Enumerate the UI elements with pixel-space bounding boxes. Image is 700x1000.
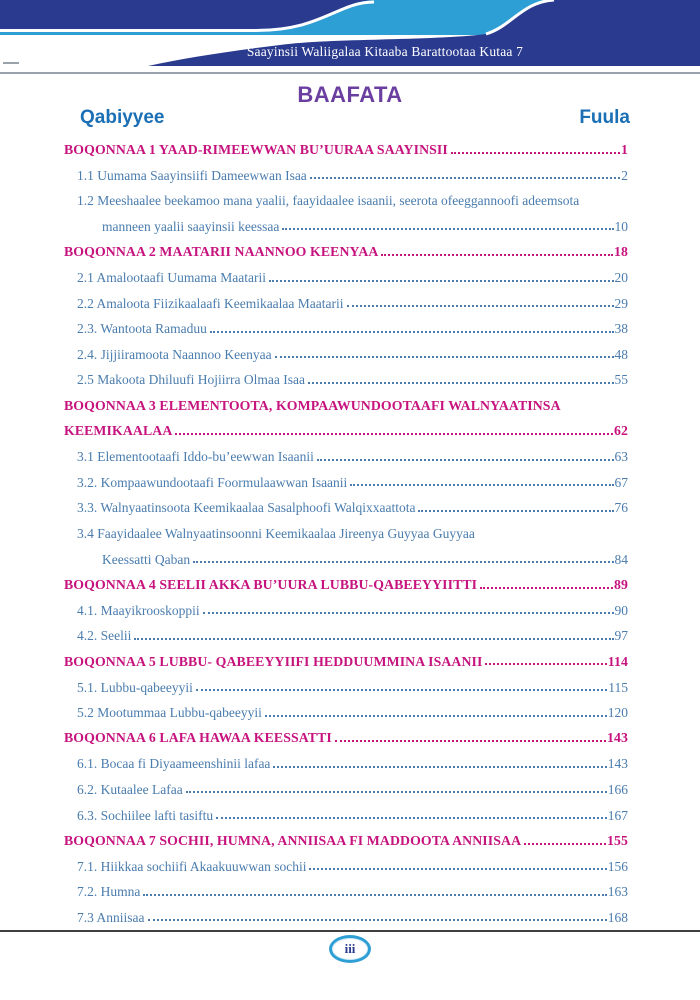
toc-sub-row [64, 157, 628, 183]
footer-divider-rule [0, 930, 700, 932]
toc-entry-label: 5.2 Mootummaa Lubbu-qabeeyyii [77, 705, 262, 721]
toc-entry-page: 48 [614, 346, 628, 362]
toc-entry-label: 2.1 Amalootaafi Uumama Maatarii [77, 270, 266, 286]
toc-sub-row [64, 515, 628, 541]
dot-leader [203, 612, 614, 614]
dot-leader [265, 715, 607, 717]
toc-entry-page: 62 [614, 423, 628, 439]
toc-entry-page: 63 [614, 449, 628, 465]
page-number-badge: iii [329, 935, 371, 963]
toc-sub-row [64, 489, 628, 515]
dot-leader [350, 484, 613, 486]
toc-chapter-row [64, 822, 628, 848]
toc-entry-page: 114 [607, 653, 628, 669]
toc-sub-row [64, 617, 628, 643]
toc-sub-row [64, 899, 628, 925]
toc-entry-label: BOQONNAA 6 LAFA HAWAA KEESSATTI [64, 730, 332, 746]
toc-entry-label: 3.1 Elementootaafi Iddo-bu’eewwan Isaanii [77, 449, 314, 465]
dot-leader [485, 663, 606, 665]
toc-sub-row [64, 668, 628, 694]
toc-chapter-row [64, 566, 628, 592]
toc-sub-row [64, 361, 628, 387]
toc-entry-page: 89 [614, 576, 628, 592]
toc-entry-page: 29 [614, 295, 628, 311]
toc-sub-row [64, 694, 628, 720]
toc-entry-label: BOQONNAA 5 LUBBU- QABEEYYIIFI HEDDUUMMINA ISAANII [64, 653, 483, 669]
toc-chapter-row [64, 131, 628, 157]
dot-leader [269, 280, 614, 282]
dot-leader [193, 561, 613, 563]
toc-sub-row [64, 336, 628, 362]
toc-entry-label: 7.2. Humna [77, 884, 141, 900]
dot-leader [216, 817, 607, 819]
toc-sub-row [64, 208, 628, 234]
toc-entry-page: 76 [614, 500, 628, 516]
toc-sub-row [64, 873, 628, 899]
toc-entry-page: 163 [607, 884, 628, 900]
toc-entry-page: 143 [607, 756, 628, 772]
toc-sub-row [64, 285, 628, 311]
toc-entry-page: 120 [607, 705, 628, 721]
toc-sub-row [64, 464, 628, 490]
toc-sub-row [64, 259, 628, 285]
toc-entry-page: 115 [608, 679, 628, 695]
toc-entry-label: 2.5 Makoota Dhiluufi Hojiirra Olmaa Isaa [77, 372, 305, 388]
toc-entry-page: 10 [614, 218, 628, 234]
left-margin-mark [3, 62, 19, 64]
page-title: BAAFATA [297, 82, 403, 107]
toc-entry-page: 156 [607, 858, 628, 874]
toc-chapter-row [64, 233, 628, 259]
toc-entry-label: 1.1 Uumama Saayinsiifi Dameewwan Isaa [77, 167, 307, 183]
toc-list [64, 131, 628, 924]
toc-sub-row [64, 771, 628, 797]
toc-entry-label: 3.4 Faayidaalee Walnyaatinsoonni Keemikaalaa Jireenya Guyyaa Guyyaa [77, 526, 475, 541]
toc-entry-label: 6.3. Sochiilee lafti tasiftu [77, 807, 214, 823]
toc-entry-label: 6.1. Bocaa fi Diyaameenshinii lafaa [77, 756, 271, 772]
toc-entry-label: Keessatti Qaban [102, 551, 191, 567]
toc-chapter-row [64, 720, 628, 746]
toc-sub-row [64, 182, 628, 208]
dot-leader [275, 356, 614, 358]
dot-leader [186, 791, 607, 793]
dot-leader [310, 177, 620, 179]
toc-entry-label: 6.2. Kutaalee Lafaa [77, 781, 183, 797]
toc-entry-label: 4.2. Seelii [77, 628, 132, 644]
dot-leader [282, 228, 613, 230]
toc-entry-page: 2 [621, 167, 628, 183]
toc-entry-label: 7.3 Anniisaa [77, 909, 145, 925]
toc-entry-label: BOQONNAA 1 YAAD-RIMEEWWAN BU’UURAA SAAYINSII [64, 141, 448, 157]
toc-sub-row [64, 310, 628, 336]
toc-entry-label: 2.3. Wantoota Ramaduu [77, 321, 207, 337]
toc-sub-row [64, 745, 628, 771]
dot-leader [335, 740, 606, 742]
toc-entry-label: BOQONNAA 2 MAATARII NAANNOO KEENYAA [64, 244, 379, 260]
toc-entry-page: 155 [607, 832, 628, 848]
toc-sub-row [64, 592, 628, 618]
dot-leader [148, 919, 607, 921]
toc-entry-page: 1 [621, 141, 628, 157]
toc-entry-label: 3.3. Walnyaatinsoota Keemikaalaa Sasalphoofi Walqixxaattota [77, 500, 416, 516]
dot-leader [451, 152, 620, 154]
column-header-page: Fuula [579, 107, 630, 128]
dot-leader [309, 868, 606, 870]
toc-sub-row [64, 541, 628, 567]
toc-chapter-row [64, 413, 628, 439]
toc-entry-page: 67 [614, 474, 628, 490]
toc-sub-row [64, 848, 628, 874]
toc-entry-label: 5.1. Lubbu-qabeeyyii [77, 679, 193, 695]
toc-entry-label: BOQONNAA 4 SEELII AKKA BU’UURA LUBBU-QABEEYYIITTI [64, 576, 478, 592]
toc-chapter-row [64, 643, 628, 669]
toc-entry-page: 168 [607, 909, 628, 925]
toc-entry-label: manneen yaalii saayinsii keessaa [102, 218, 280, 234]
toc-entry-label: KEEMIKAALAA [64, 423, 173, 439]
dot-leader [210, 331, 614, 333]
dot-leader [196, 689, 607, 691]
dot-leader [273, 766, 606, 768]
dot-leader [418, 510, 613, 512]
toc-entry-page: 38 [614, 321, 628, 337]
toc-entry-label: BOQONNAA 7 SOCHII, HUMNA, ANNIISAA FI MADDOOTA ANNIISAA [64, 832, 522, 848]
dot-leader [143, 894, 606, 896]
dot-leader [317, 459, 614, 461]
toc-entry-label: BOQONNAA 3 ELEMENTOOTA, KOMPAAWUNDOOTAAFI WALNYAATINSA [64, 397, 561, 413]
dot-leader [308, 382, 614, 384]
toc-entry-page: 90 [614, 602, 628, 618]
book-title: Saayinsii Waliigalaa Kitaaba Barattootaa Kutaa 7 [246, 44, 524, 59]
dot-leader [480, 587, 613, 589]
toc-sub-row [64, 438, 628, 464]
dot-leader [524, 843, 606, 845]
header-divider-rule [0, 72, 700, 74]
toc-entry-page: 55 [614, 372, 628, 388]
dot-leader [175, 433, 613, 435]
toc-entry-page: 97 [614, 628, 628, 644]
toc-entry-page: 166 [607, 781, 628, 797]
dot-leader [134, 638, 613, 640]
toc-entry-page: 18 [614, 244, 628, 260]
toc-entry-label: 1.2 Meeshaalee beekamoo mana yaalii, faayidaalee isaanii, seerota ofeeggannoofi adeemsota [77, 193, 580, 209]
column-header-contents: Qabiyyee [80, 107, 165, 128]
toc-entry-label: 4.1. Maayikrooskoppii [77, 602, 200, 618]
toc-entry-label: 3.2. Kompaawundootaafi Foormulaawwan Isaanii [77, 474, 348, 490]
toc-entry-page: 20 [614, 270, 628, 286]
toc-entry-label: 2.2 Amaloota Fiizikaalaafi Keemikaalaa Maatarii [77, 295, 344, 311]
toc-entry-page: 167 [607, 807, 628, 823]
toc-sub-row [64, 796, 628, 822]
toc-entry-page: 84 [614, 551, 628, 567]
toc-entry-label: 7.1. Hiikkaa sochiifi Akaakuuwwan sochii [77, 858, 307, 874]
dot-leader [347, 305, 614, 307]
header-wave-graphic [0, 0, 700, 74]
toc-chapter-row [64, 387, 628, 413]
dot-leader [381, 254, 613, 256]
toc-column-headers [80, 107, 630, 129]
toc-entry-label: 2.4. Jijjiiramoota Naannoo Keenyaa [77, 346, 272, 362]
toc-entry-page: 143 [607, 730, 628, 746]
